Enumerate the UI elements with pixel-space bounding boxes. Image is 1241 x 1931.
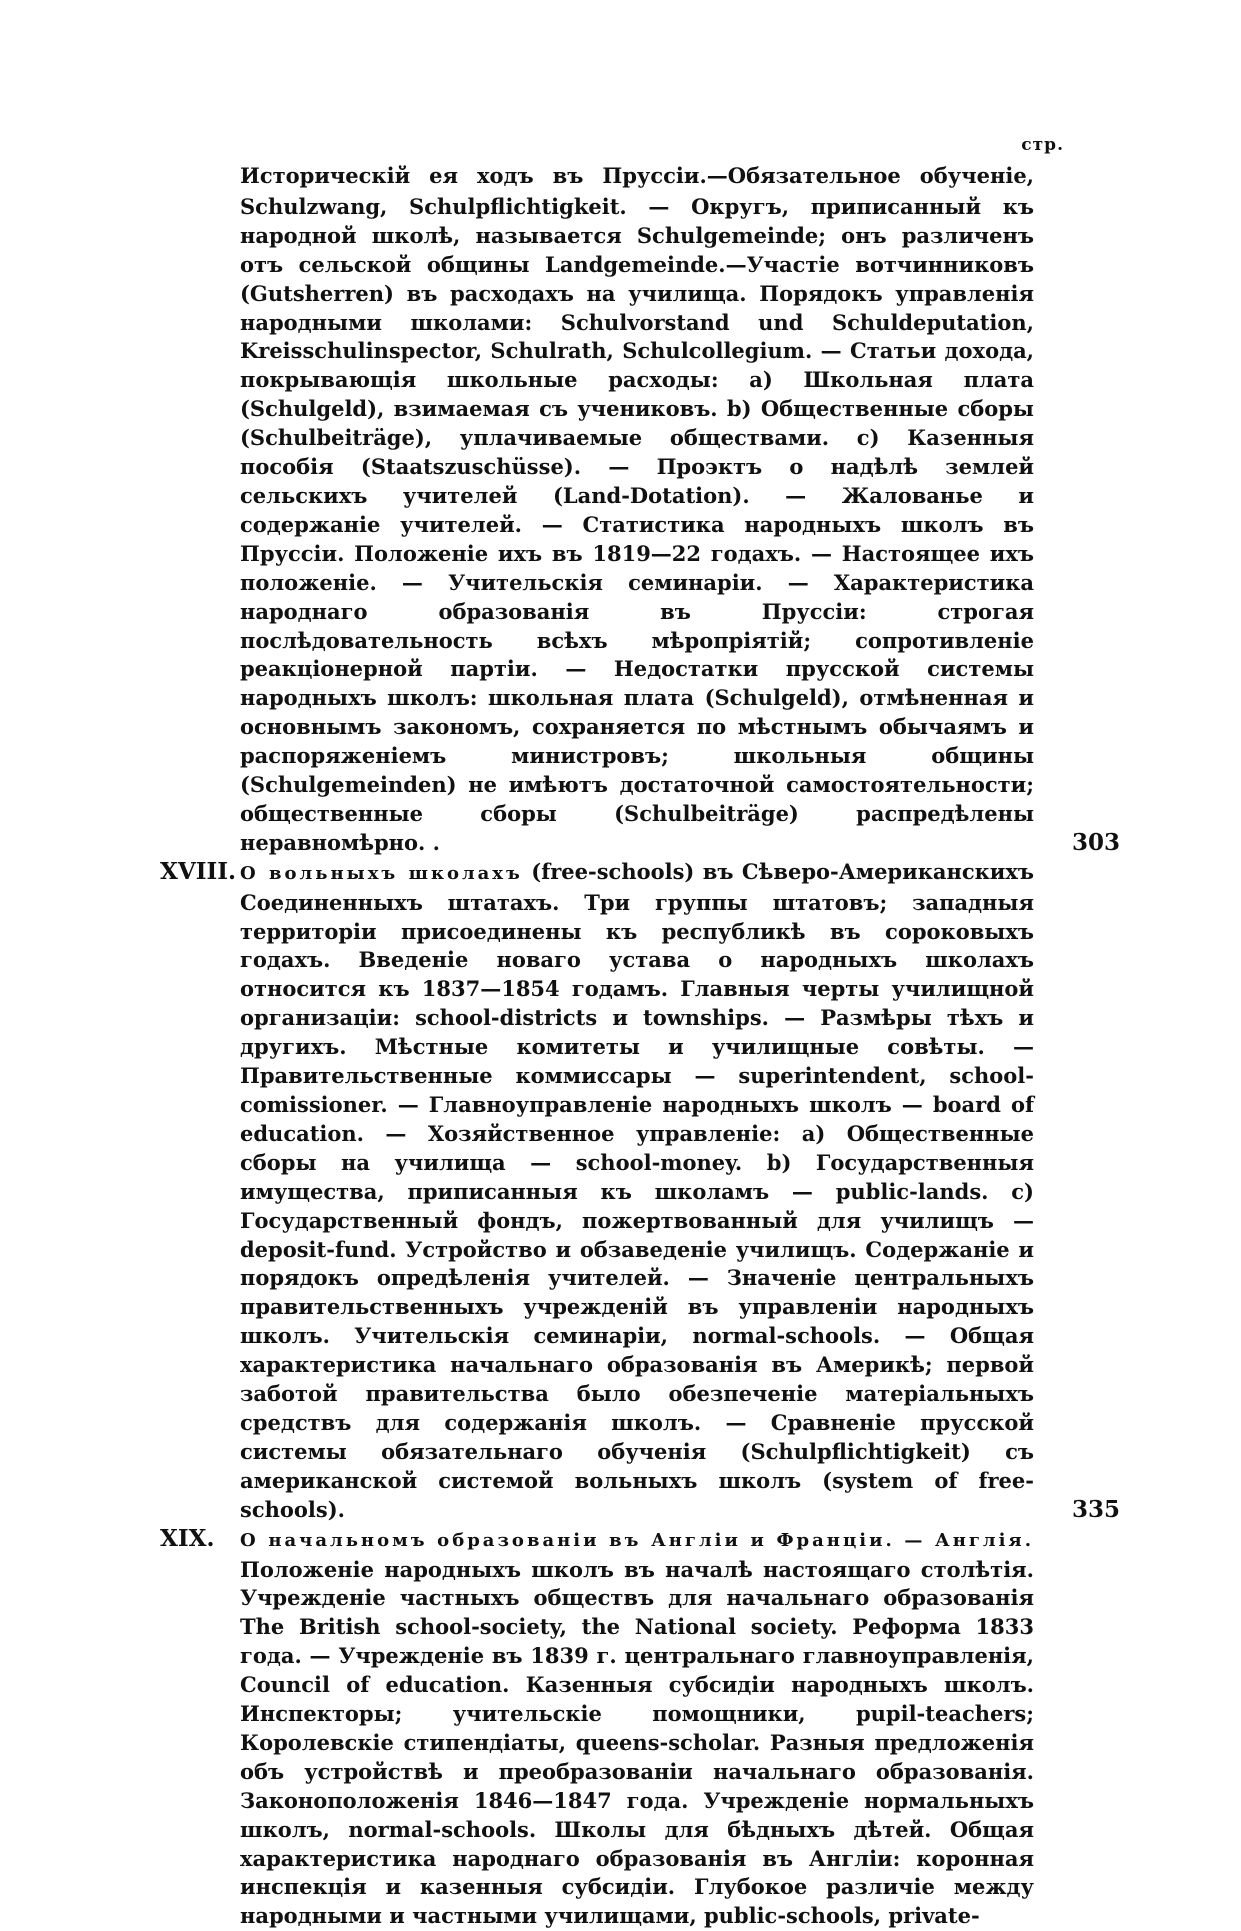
toc-entry-xix [160,1525,1120,1931]
entry-number: XIX. [160,1524,215,1552]
entry-text: Историческій ея ходъ въ Пруссіи.—Обязательное обученіе, Schulzwang, Schulpflichtigkeit. — Округъ, приписанный къ народной школѣ, называется Schulgemeinde; онъ различенъ отъ сельской общины Landgemeinde.—Участіе вотчинниковъ (Gutsherren) въ расходахъ на училища. Порядокъ управленія народными школами: Schulvorstand und Schuldeputation, Kreisschulinspector, Schulrath, Schulcollegium. — Статьи дохода, покрывающія школьные расходы: a) Школьная плата (Schulgeld), взимаемая съ учениковъ. b) Общественные сборы (Schulbeiträge), уплачиваемые обществами. c) Казенныя пособія (Staatszuschüsse). — Проэктъ о надѣлѣ землей сельскихъ учителей (Land-Dotation). — Жалованье и содержаніе учителей. — Статистика народныхъ школъ въ Пруссіи. Положеніе ихъ въ 1819—22 годахъ. — Настоящее ихъ положеніе. — Учительскія семинаріи. — Характеристика народнаго образованія въ Пруссіи: строгая послѣдовательность всѣхъ мѣропріятій; сопротивленіе реакціонерной партіи. — Недостатки прусской системы народныхъ школъ: школьная плата (Schulgeld), отмѣненная и основнымъ закономъ, сохраняется по мѣстнымъ обычаямъ и распоряженіемъ министровъ; школьныя общины (Schulgemeinden) не имѣютъ достаточной самостоятельности; общественные сборы (Schulbeiträge) распредѣлены неравномѣрно. . [240,163,1034,855]
entry-text: (free-schools) въ Сѣверо-Американскихъ Соединенныхъ штатахъ. Три группы штатовъ; западныя территоріи присоединены къ республикѣ въ сороковыхъ годахъ. Введеніе новаго устава о народныхъ школахъ относится къ 1837—1854 годамъ. Главныя черты училищной организаціи: school-districts и townships. — Размѣры тѣхъ и другихъ. Мѣстные комитеты и училищные совѣты. — Правительственные коммиссары — superintendent, school-comissioner. — Главноуправленіе народныхъ школъ — board of education. — Хозяйственное управленіе: a) Общественные сборы на училища — school-money. b) Государственныя имущества, приписанныя къ школамъ — public-lands. c) Государственный фондъ, пожертвованный для училищъ — deposit-fund. Устройство и обзаведеніе училищъ. Содержаніе и порядокъ опредѣленія учителей. — Значеніе центральныхъ правительственныхъ учрежденій въ управленіи народныхъ школъ. Учительскія семинаріи, normal-schools. — Общая характеристика начальнаго образованія въ Америкѣ; первой заботой правительства было обезпеченіе матеріальныхъ средствъ для содержанія школъ. — Сравненіе прусской системы обязательнаго обученія (Schulpflichtigkeit) съ американской системой вольныхъ школъ (system of free-schools). [240,858,1034,1522]
toc-entry-xviii [160,858,1120,1525]
entry-title: О вольныхъ школахъ [240,862,523,884]
table-of-contents [160,162,1120,1931]
toc-entry-continued [160,162,1120,858]
entry-page-number: 335 [1071,1495,1120,1523]
entry-number: XVIII. [160,857,236,885]
entry-title: О начальномъ образованіи въ Англіи и Франціи. — Англія. [240,1529,1034,1551]
entry-body [240,1525,1034,1931]
entry-text: Положеніе народныхъ школъ въ началѣ настоящаго столѣтія. Учрежденіе частныхъ обществъ для начальнаго образованія The British school-society, the National society. Реформа 1833 года. — Учрежденіе въ 1839 г. центральнаго главноуправленія, Council of education. Казенныя субсидіи народныхъ школъ. Инспекторы; учительскіе помощники, pupil-teachers; Королевскіе стипендіаты, queens-scholar. Разныя предложенія объ устройствѣ и преобразованіи начальнаго образованія. Законоположенія 1846—1847 года. Учрежденіе нормальныхъ школъ, normal-schools. Школы для бѣдныхъ дѣтей. Общая характеристика народнаго образованія въ Англіи: коронная инспекція и казенныя субсидіи. Глубокое различіе между народными и частными училищами, public-schools, private- [240,1556,1034,1929]
entry-page-number: 303 [1071,828,1120,856]
page-column-header: стр. [1021,135,1064,155]
entry-number [160,162,240,858]
entry-body [240,858,1034,1525]
entry-body [240,162,1034,858]
